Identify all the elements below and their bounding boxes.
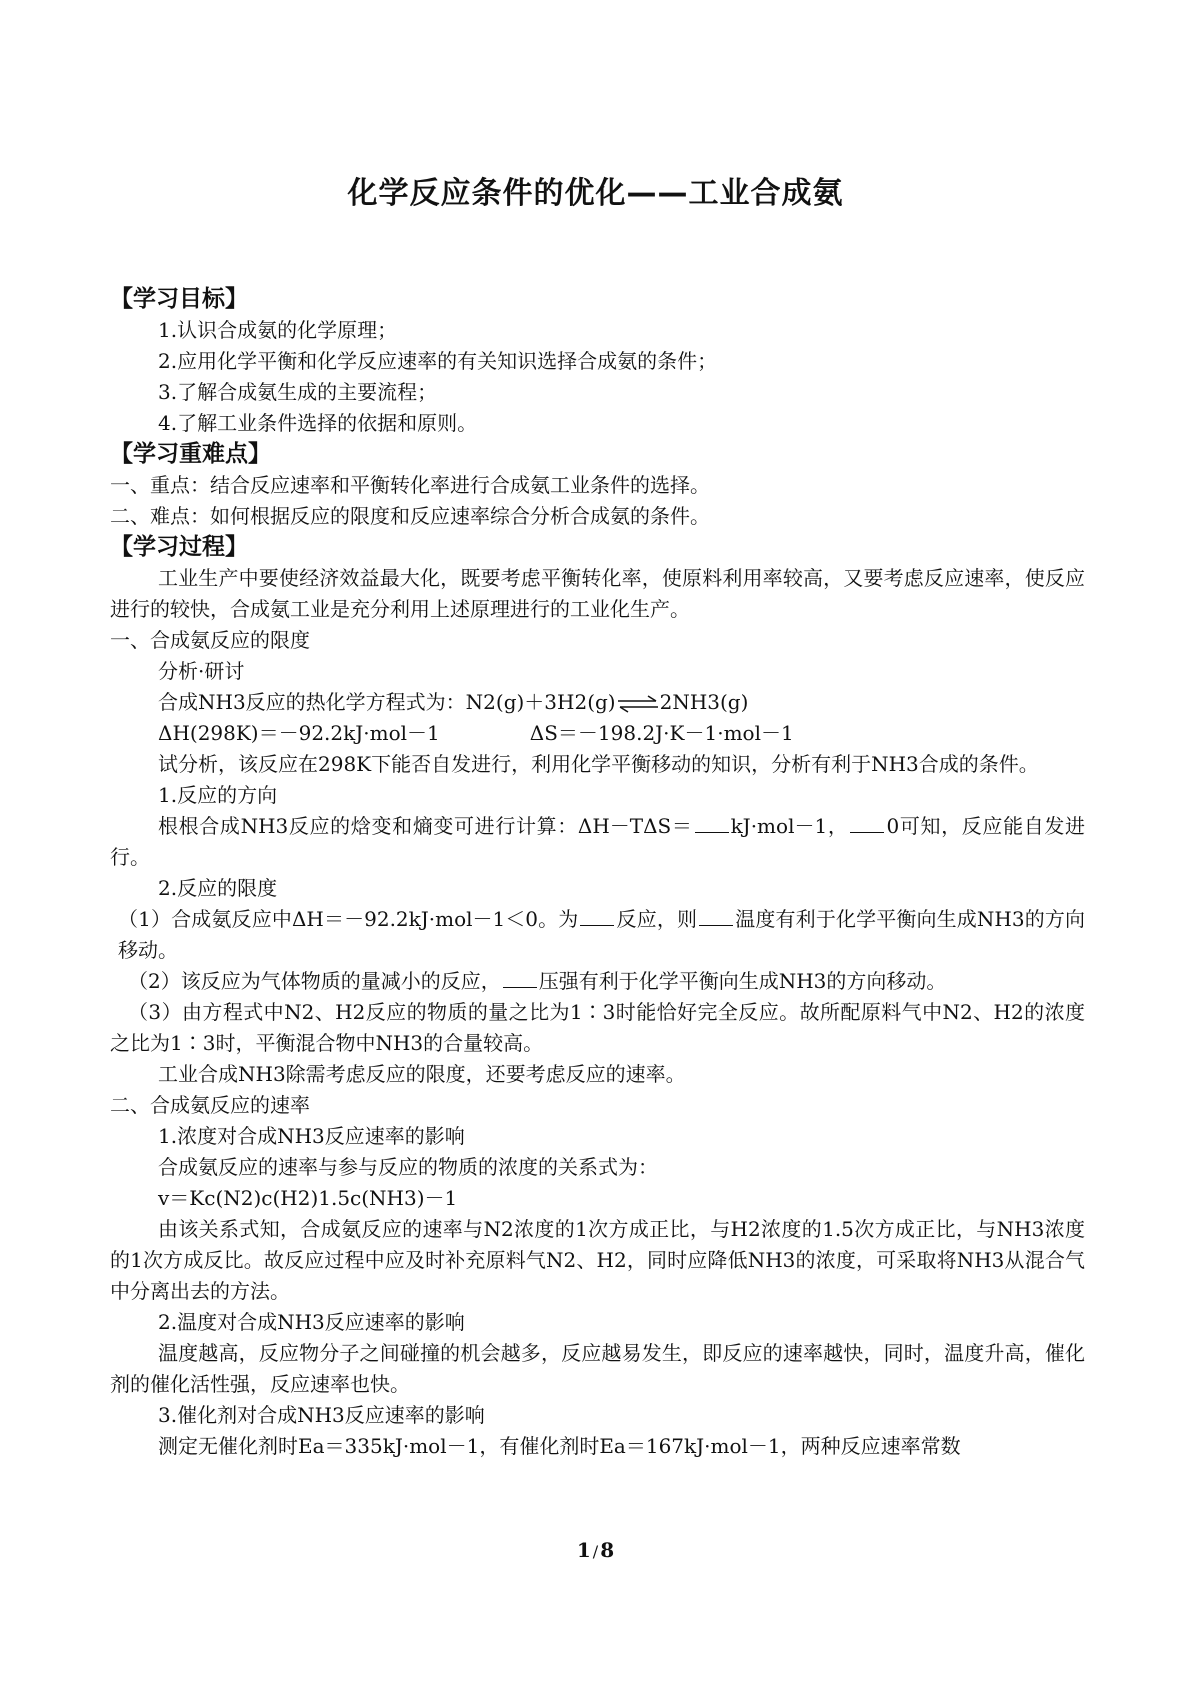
fill-blank[interactable] [695, 812, 729, 833]
keypoints-heading: 【学习重难点】 [110, 441, 271, 467]
equation-prefix: 合成NH3反应的热化学方程式为：N2(g)＋3H2(g) [158, 690, 616, 714]
thermo-values [110, 718, 1085, 749]
objective-item: 4.了解工业条件选择的依据和原则。 [158, 411, 478, 435]
objective-item: 3.了解合成氨生成的主要流程； [158, 380, 438, 404]
rate-subtitle-catalyst: 3.催化剂对合成NH3反应速率的影响 [158, 1403, 485, 1427]
objective-item: 2.应用化学平衡和化学反应速率的有关知识选择合成氨的条件； [158, 349, 718, 373]
rate-temperature-para: 温度越高，反应物分子之间碰撞的机会越多，反应越易发生，即反应的速率越快，同时，温度升高，催化剂的催化活性强，反应速率也快。 [110, 1341, 1085, 1396]
fill-blank[interactable] [850, 812, 884, 833]
limit-item-2: （2）该反应为气体物质的量减小的反应， 压强有利于化学平衡向生成NH3的方向移动。 [128, 969, 947, 993]
rate-relation-text: 合成氨反应的速率与参与反应的物质的浓度的关系式为： [158, 1155, 658, 1179]
page-total: 8 [600, 1538, 615, 1562]
entropy-value: ΔS＝－198.2J·K－1·mol－1 [529, 721, 794, 745]
page-separator: / [592, 1542, 599, 1561]
objective-item: 1.认识合成氨的化学原理； [158, 318, 398, 342]
equation-suffix: 2NH3(g) [659, 690, 749, 714]
direction-para: 根根合成NH3反应的焓变和熵变可进行计算：ΔH－TΔS＝ kJ·mol－1， 0可知，反应能自发进行。 [110, 814, 1086, 869]
fill-blank[interactable] [699, 905, 733, 926]
subsection-direction: 1.反应的方向 [158, 783, 278, 807]
page-footer [0, 1538, 1191, 1562]
limit-conclusion: 工业合成NH3除需考虑反应的限度，还要考虑反应的速率。 [158, 1062, 686, 1086]
subsection-limit: 2.反应的限度 [158, 876, 278, 900]
process-heading: 【学习过程】 [110, 534, 248, 560]
keypoint-item: 一、重点：结合反应速率和平衡转化率进行合成氨工业条件的选择。 [110, 473, 710, 497]
thermo-equation [110, 687, 1085, 718]
document-body [110, 284, 1085, 1462]
analysis-question: 试分析，该反应在298K下能否自发进行，利用化学平衡移动的知识，分析有利于NH3合成的条件。 [158, 752, 1039, 776]
objectives-heading: 【学习目标】 [110, 286, 248, 312]
rate-concentration-para: 由该关系式知，合成氨反应的速率与N2浓度的1次方成正比，与H2浓度的1.5次方成正比，与NH3浓度的1次方成反比。故反应过程中应及时补充原料气N2、H2，同时应降低NH3的浓度，可采取将NH3从混合气中分离出去的方法。 [110, 1217, 1085, 1303]
rate-catalyst-para: 测定无催化剂时Ea＝335kJ·mol－1，有催化剂时Ea＝167kJ·mol－1，两种反应速率常数 [158, 1434, 961, 1458]
section-title-limit: 一、合成氨反应的限度 [110, 628, 310, 652]
rate-subtitle-concentration: 1.浓度对合成NH3反应速率的影响 [158, 1124, 465, 1148]
process-intro: 工业生产中要使经济效益最大化，既要考虑平衡转化率，使原料利用率较高，又要考虑反应速率，使反应进行的较快，合成氨工业是充分利用上述原理进行的工业化生产。 [110, 566, 1085, 621]
rate-formula: v＝Kc(N2)c(H2)1.5c(NH3)－1 [158, 1186, 458, 1210]
keypoint-item: 二、难点：如何根据反应的限度和反应速率综合分析合成氨的条件。 [110, 504, 710, 528]
equilibrium-arrow-icon [616, 695, 660, 713]
rate-subtitle-temperature: 2.温度对合成NH3反应速率的影响 [158, 1310, 465, 1334]
enthalpy-value: ΔH(298K)＝－92.2kJ·mol－1 [158, 721, 440, 745]
limit-item-3: （3）由方程式中N2、H2反应的物质的量之比为1∶3时能恰好完全反应。故所配原料气中N2、H2的浓度之比为1∶3时，平衡混合物中NH3的合量较高。 [110, 1000, 1085, 1055]
page-number: 1 [576, 1538, 591, 1562]
limit-item-1: （1）合成氨反应中ΔH＝－92.2kJ·mol－1＜0。为 反应，则 温度有利于化学平衡向生成NH3的方向移动。 [118, 907, 1085, 962]
analysis-label: 分析·研讨 [158, 659, 245, 683]
fill-blank[interactable] [580, 905, 614, 926]
fill-blank[interactable] [503, 967, 537, 988]
section-title-rate: 二、合成氨反应的速率 [110, 1093, 310, 1117]
page-title: 化学反应条件的优化——工业合成氨 [347, 176, 844, 211]
